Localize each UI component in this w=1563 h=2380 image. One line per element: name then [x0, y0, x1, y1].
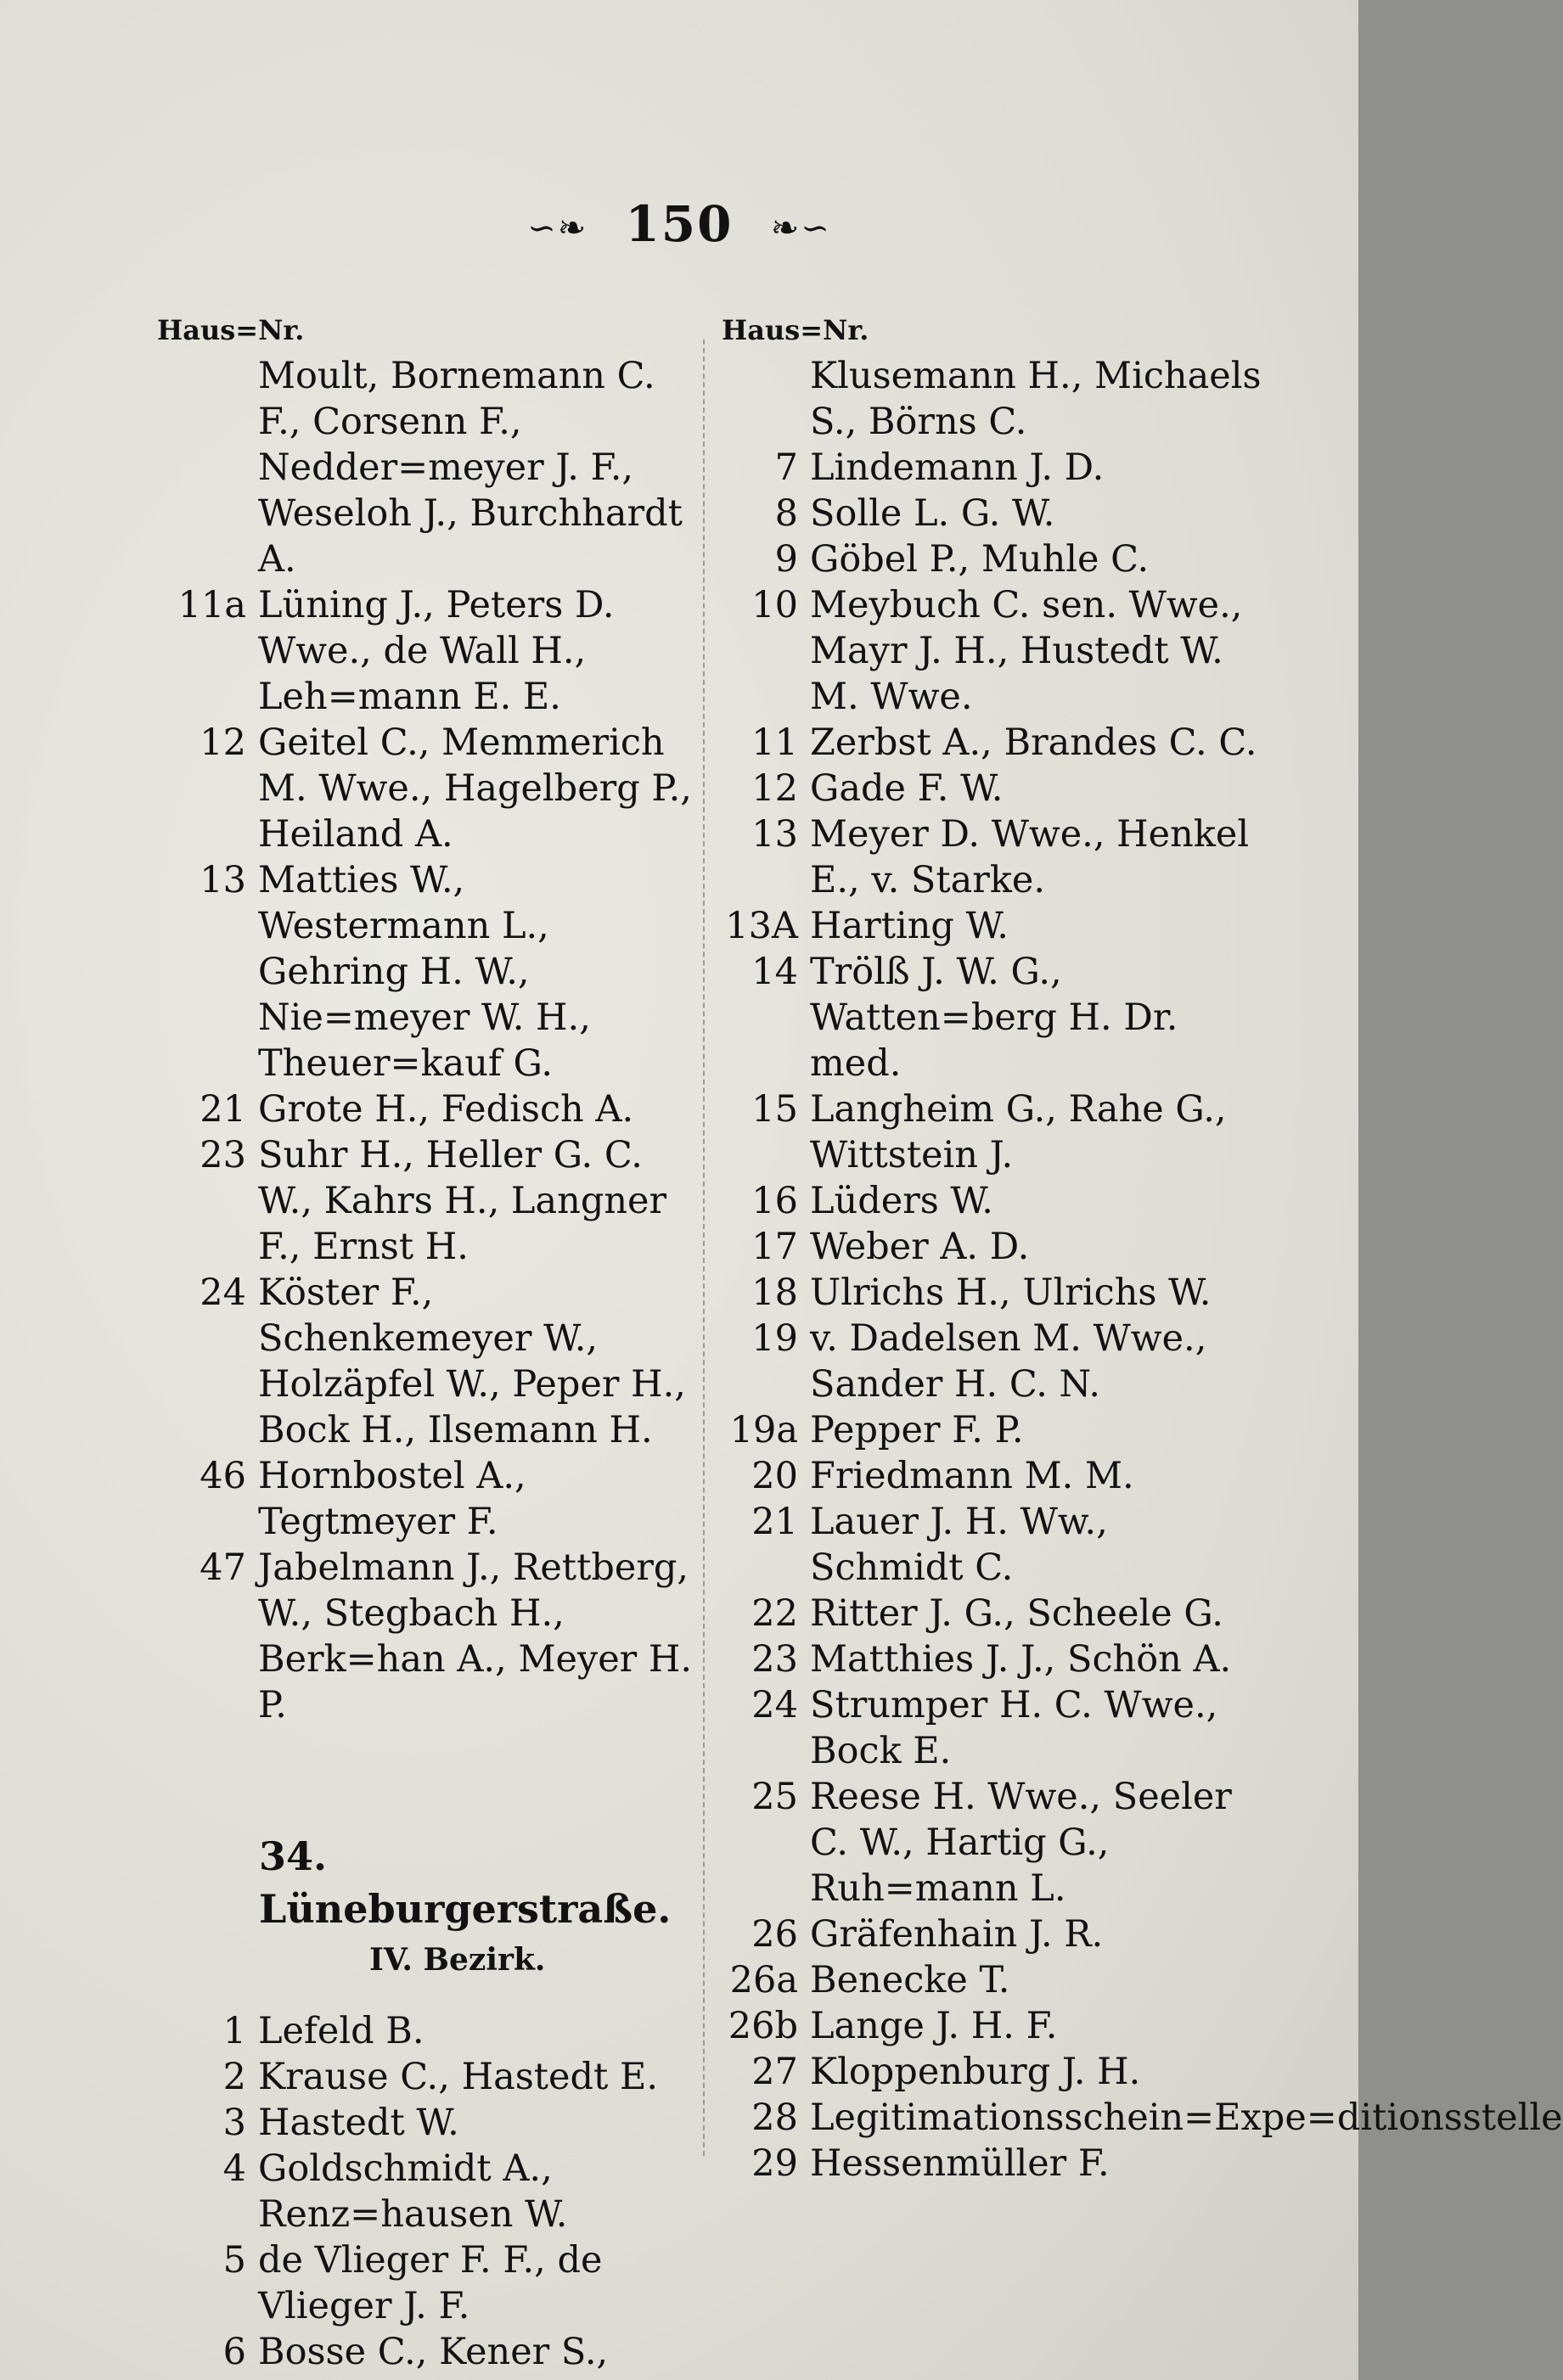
house-number: 17 — [751, 1226, 798, 1268]
page-number: 150 — [625, 195, 734, 253]
list-item — [722, 720, 1265, 766]
ornament-right: ❧∽ — [770, 209, 831, 248]
house-number: 12 — [751, 767, 798, 810]
list-item — [722, 1407, 1265, 1453]
resident-names: Lange J. H. F. — [810, 2005, 1058, 2047]
right-column — [722, 314, 1563, 2186]
list-item — [157, 2100, 700, 2146]
resident-names: de Vlieger F. F., de Vlieger J. F. — [258, 2239, 603, 2327]
resident-names: Legitimationsschein=Expe=ditionsstelle — [810, 2097, 1563, 2139]
right-entries — [722, 353, 1563, 2186]
list-item — [722, 1316, 1265, 1407]
house-number: 28 — [751, 2097, 798, 2139]
house-number: 4 — [222, 2147, 246, 2190]
list-item — [722, 1086, 1265, 1178]
list-item — [722, 766, 1265, 811]
list-item — [722, 1270, 1265, 1316]
resident-names: Strumper H. C. Wwe., Bock E. — [810, 1684, 1218, 1772]
list-item — [722, 1178, 1265, 1224]
house-number: 27 — [751, 2051, 798, 2093]
house-number: 24 — [200, 1271, 246, 1314]
list-item — [722, 1591, 1265, 1636]
house-number: 24 — [751, 1684, 798, 1726]
resident-names: Hornbostel A., Tegtmeyer F. — [258, 1455, 526, 1543]
house-number: 11a — [177, 584, 246, 626]
resident-names: Lauer J. H. Ww., Schmidt C. — [810, 1501, 1108, 1589]
list-item — [157, 1270, 700, 1453]
resident-names: Matthies J. J., Schön A. — [810, 1638, 1232, 1681]
resident-names: Trölß J. W. G., Watten=berg H. Dr. med. — [810, 951, 1178, 1085]
resident-names: Friedmann M. M. — [810, 1455, 1134, 1497]
house-number: 47 — [200, 1546, 246, 1589]
house-number: 12 — [200, 721, 246, 764]
house-number: 8 — [774, 492, 798, 535]
house-number: 19 — [751, 1317, 798, 1360]
list-item — [722, 2095, 1563, 2141]
list-item — [722, 1499, 1265, 1591]
resident-names: Suhr H., Heller G. C. W., Kahrs H., Langner F., Ernst H. — [258, 1134, 667, 1268]
resident-names: Meybuch C. sen. Wwe., Mayr J. H., Hustedt W. M. Wwe. — [810, 584, 1243, 718]
resident-names: Harting W. — [810, 905, 1009, 947]
house-number — [722, 353, 810, 445]
street-heading: 34. Lüneburgerstraße. — [259, 1833, 672, 1932]
left-column-header: Haus=Nr. — [157, 314, 305, 346]
list-item — [722, 445, 1265, 491]
list-item — [157, 2237, 700, 2329]
list-item — [722, 811, 1265, 903]
ornament-left: ∽❧ — [527, 209, 588, 248]
list-item — [722, 949, 1265, 1086]
resident-names: Göbel P., Muhle C. — [810, 538, 1150, 581]
house-number: 26b — [728, 2005, 798, 2047]
section-spacer — [157, 1728, 700, 1830]
resident-names: Weber A. D. — [810, 1226, 1030, 1268]
resident-names: Grote H., Fedisch A. — [258, 1088, 634, 1131]
list-item — [157, 857, 700, 1086]
resident-names: Klusemann H., Michaels S., Börns C. — [810, 355, 1262, 443]
list-item — [722, 491, 1265, 536]
list-item — [157, 2329, 700, 2375]
list-item — [722, 1453, 1265, 1499]
list-item — [157, 1453, 700, 1545]
left-entries-a — [157, 353, 700, 1728]
list-item — [157, 1545, 700, 1728]
house-number: 21 — [200, 1088, 246, 1131]
resident-names: v. Dadelsen M. Wwe., Sander H. C. N. — [810, 1317, 1207, 1406]
list-item — [157, 1086, 700, 1132]
house-number: 2 — [222, 2056, 246, 2098]
resident-names: Geitel C., Memmerich M. Wwe., Hagelberg P., Heiland A. — [258, 721, 692, 856]
house-number: 25 — [751, 1776, 798, 1818]
resident-names: Ritter J. G., Scheele G. — [810, 1592, 1223, 1635]
list-item — [722, 2141, 1265, 2186]
list-item — [722, 1911, 1265, 1957]
resident-names: Reese H. Wwe., Seeler C. W., Hartig G., Ruh=mann L. — [810, 1776, 1232, 1910]
column-divider — [703, 340, 705, 2156]
list-item — [722, 1957, 1265, 2003]
list-item — [722, 582, 1265, 720]
house-number: 1 — [222, 2010, 246, 2052]
resident-names: Kloppenburg J. H. — [810, 2051, 1141, 2093]
house-number: 23 — [200, 1134, 246, 1176]
left-entries-b — [157, 2008, 700, 2375]
house-number: 22 — [751, 1592, 798, 1635]
house-number: 7 — [774, 446, 798, 489]
house-number: 5 — [222, 2239, 246, 2282]
house-number: 9 — [774, 538, 798, 581]
house-number: 14 — [751, 951, 798, 993]
house-number: 3 — [222, 2102, 246, 2144]
list-item — [722, 903, 1265, 949]
house-number: 23 — [751, 1638, 798, 1681]
list-item — [157, 720, 700, 857]
house-number: 6 — [222, 2331, 246, 2373]
resident-names: Gade F. W. — [810, 767, 1004, 810]
resident-names: Moult, Bornemann C. F., Corsenn F., Nedder=meyer J. F., Weseloh J., Burchhardt A. — [258, 355, 683, 581]
right-column-header: Haus=Nr. — [722, 314, 869, 346]
resident-names: Krause C., Hastedt E. — [258, 2056, 659, 2098]
list-item — [722, 2049, 1265, 2095]
house-number: 11 — [751, 721, 798, 764]
list-item — [157, 2054, 700, 2100]
district-heading: IV. Bezirk. — [369, 1942, 546, 1978]
house-number: 26 — [751, 1913, 798, 1956]
page-header — [0, 195, 1358, 253]
house-number: 20 — [751, 1455, 798, 1497]
resident-names: Matties W., Westermann L., Gehring H. W., Nie=meyer W. H., Theuer=kauf G. — [258, 859, 591, 1085]
list-item — [157, 2146, 700, 2237]
resident-names: Benecke T. — [810, 1959, 1010, 2001]
list-item — [722, 536, 1265, 582]
list-item — [722, 353, 1265, 445]
resident-names: Langheim G., Rahe G., Wittstein J. — [810, 1088, 1227, 1176]
resident-names: Lüders W. — [810, 1180, 993, 1222]
left-column — [157, 314, 700, 2375]
house-number: 13A — [725, 905, 798, 947]
house-number: 46 — [200, 1455, 246, 1497]
house-number: 10 — [751, 584, 798, 626]
resident-names: Lindemann J. D. — [810, 446, 1105, 489]
list-item — [157, 1132, 700, 1270]
house-number: 16 — [751, 1180, 798, 1222]
resident-names: Hastedt W. — [258, 2102, 459, 2144]
list-item — [157, 582, 700, 720]
list-item — [722, 2003, 1265, 2049]
list-item — [722, 1224, 1265, 1270]
list-item — [157, 2008, 700, 2054]
resident-names: Goldschmidt A., Renz=hausen W. — [258, 2147, 568, 2236]
list-item — [157, 353, 700, 582]
list-item — [722, 1636, 1265, 1682]
resident-names: Lüning J., Peters D. Wwe., de Wall H., Leh=mann E. E. — [258, 584, 615, 718]
resident-names: Ulrichs H., Ulrichs W. — [810, 1271, 1212, 1314]
resident-names: Zerbst A., Brandes C. C. — [810, 721, 1257, 764]
house-number: 29 — [751, 2142, 798, 2185]
house-number: 26a — [729, 1959, 798, 2001]
resident-names: Gräfenhain J. R. — [810, 1913, 1104, 1956]
resident-names: Lefeld B. — [258, 2010, 424, 2052]
house-number: 21 — [751, 1501, 798, 1543]
resident-names: Köster F., Schenkemeyer W., Holzäpfel W., Peper H., Bock H., Ilsemann H. — [258, 1271, 686, 1451]
resident-names: Meyer D. Wwe., Henkel E., v. Starke. — [810, 813, 1250, 901]
house-number: 13 — [200, 859, 246, 901]
list-item — [722, 1774, 1265, 1911]
resident-names: Solle L. G. W. — [810, 492, 1055, 535]
house-number: 18 — [751, 1271, 798, 1314]
resident-names: Jabelmann J., Rettberg, W., Stegbach H., Berk=han A., Meyer H. P. — [258, 1546, 693, 1726]
resident-names: Pepper F. P. — [810, 1409, 1024, 1451]
resident-names: Bosse C., Kener S., — [258, 2331, 609, 2373]
house-number: 15 — [751, 1088, 798, 1131]
house-number: 19a — [729, 1409, 798, 1451]
list-item — [722, 1682, 1265, 1774]
house-number: 13 — [751, 813, 798, 856]
resident-names: Hessenmüller F. — [810, 2142, 1110, 2185]
house-number — [157, 353, 258, 582]
